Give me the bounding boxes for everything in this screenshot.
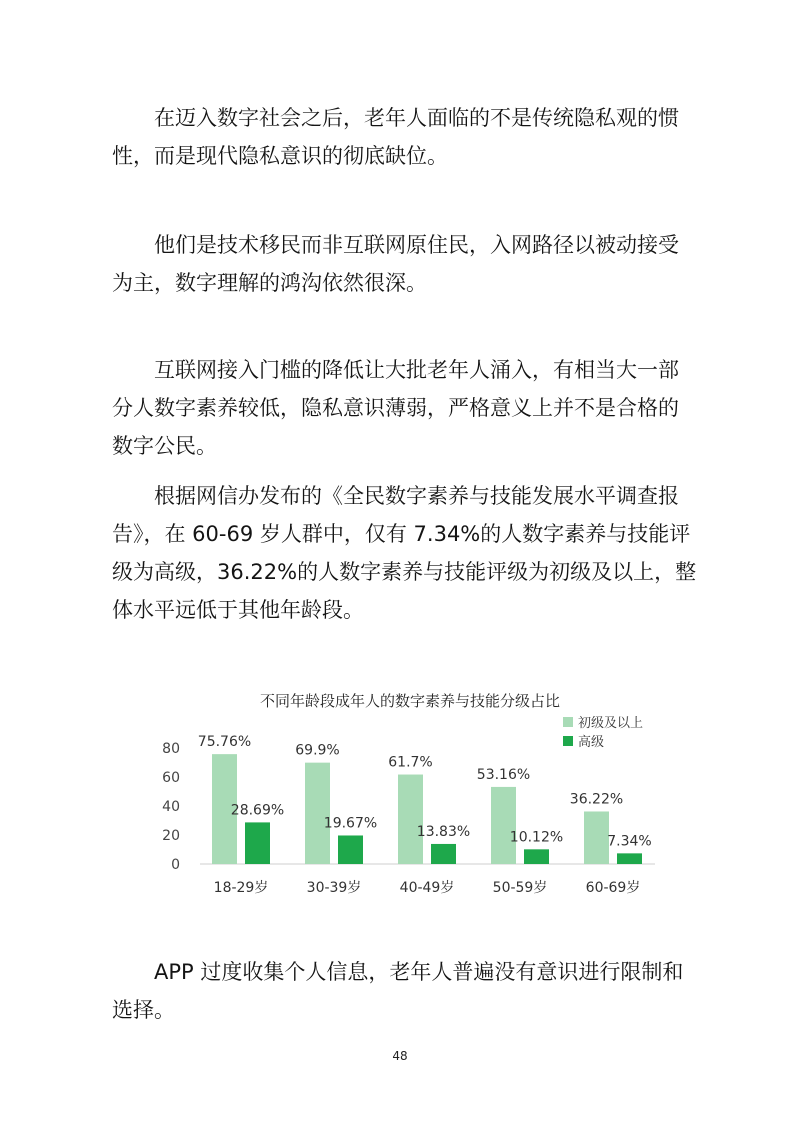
- paragraph-1: 在迈入数字社会之后，老年人面临的不是传统隐私观的惯性，而是现代隐私意识的彻底缺位。: [112, 106, 679, 168]
- y-tick-label: 0: [171, 857, 180, 873]
- data-label: 13.83%: [416, 823, 471, 840]
- data-label: 75.76%: [197, 734, 252, 751]
- data-label: 7.34%: [607, 833, 652, 850]
- paragraph-2: 他们是技术移民而非互联网原住民，入网路径以被动接受为主，数字理解的鸿沟依然很深。: [112, 233, 679, 295]
- bar-chart: [140, 686, 680, 906]
- y-tick-label: 60: [162, 770, 180, 786]
- paragraph-5: APP 过度收集个人信息，老年人普遍没有意识进行限制和选择。: [112, 960, 684, 1022]
- paragraph-3: 互联网接入门槛的降低让大批老年人涌入，有相当大一部分人数字素养较低，隐私意识薄弱，严格意义上并不是合格的数字公民。: [112, 358, 679, 458]
- y-tick-label: 80: [162, 741, 180, 757]
- legend-label: 初级及以上: [578, 716, 644, 731]
- chart-title: 不同年龄段成年人的数字素养与技能分级占比: [259, 692, 561, 710]
- legend-swatch-advanced: [563, 736, 573, 746]
- bar-basic-and-above: [305, 763, 330, 864]
- data-label: 61.7%: [388, 754, 433, 771]
- y-tick-label: 20: [162, 828, 180, 844]
- chart-canvas: [140, 686, 680, 906]
- paragraph-4: 根据网信办发布的《全民数字素养与技能发展水平调查报告》，在 60-69 岁人群中，仅有 7.34%的人数字素养与技能评级为高级，36.22%的人数字素养与技能评级为初级及以上，整体水平远低于其他年龄段。: [112, 484, 697, 622]
- data-label: 10.12%: [509, 829, 564, 846]
- data-label: 28.69%: [230, 802, 285, 819]
- bar-advanced: [524, 849, 549, 864]
- bar-basic-and-above: [491, 787, 516, 864]
- x-tick-label: 60-69岁: [585, 880, 641, 896]
- bar-advanced: [245, 822, 270, 864]
- bar-basic-and-above: [398, 775, 423, 864]
- legend-swatch-basic: [563, 717, 573, 727]
- x-tick-label: 50-59岁: [492, 880, 548, 896]
- bar-basic-and-above: [584, 811, 609, 864]
- legend-label: 高级: [578, 735, 605, 750]
- data-label: 53.16%: [476, 766, 531, 783]
- x-tick-label: 30-39岁: [306, 880, 362, 896]
- bar-advanced: [617, 853, 642, 864]
- bar-advanced: [431, 844, 456, 864]
- page-number: 48: [392, 1049, 408, 1063]
- data-label: 69.9%: [295, 742, 340, 759]
- data-label: 36.22%: [569, 791, 624, 808]
- data-label: 19.67%: [323, 815, 378, 832]
- x-tick-label: 18-29岁: [213, 880, 269, 896]
- x-tick-label: 40-49岁: [399, 880, 455, 896]
- bar-advanced: [338, 835, 363, 864]
- y-tick-label: 40: [162, 799, 180, 815]
